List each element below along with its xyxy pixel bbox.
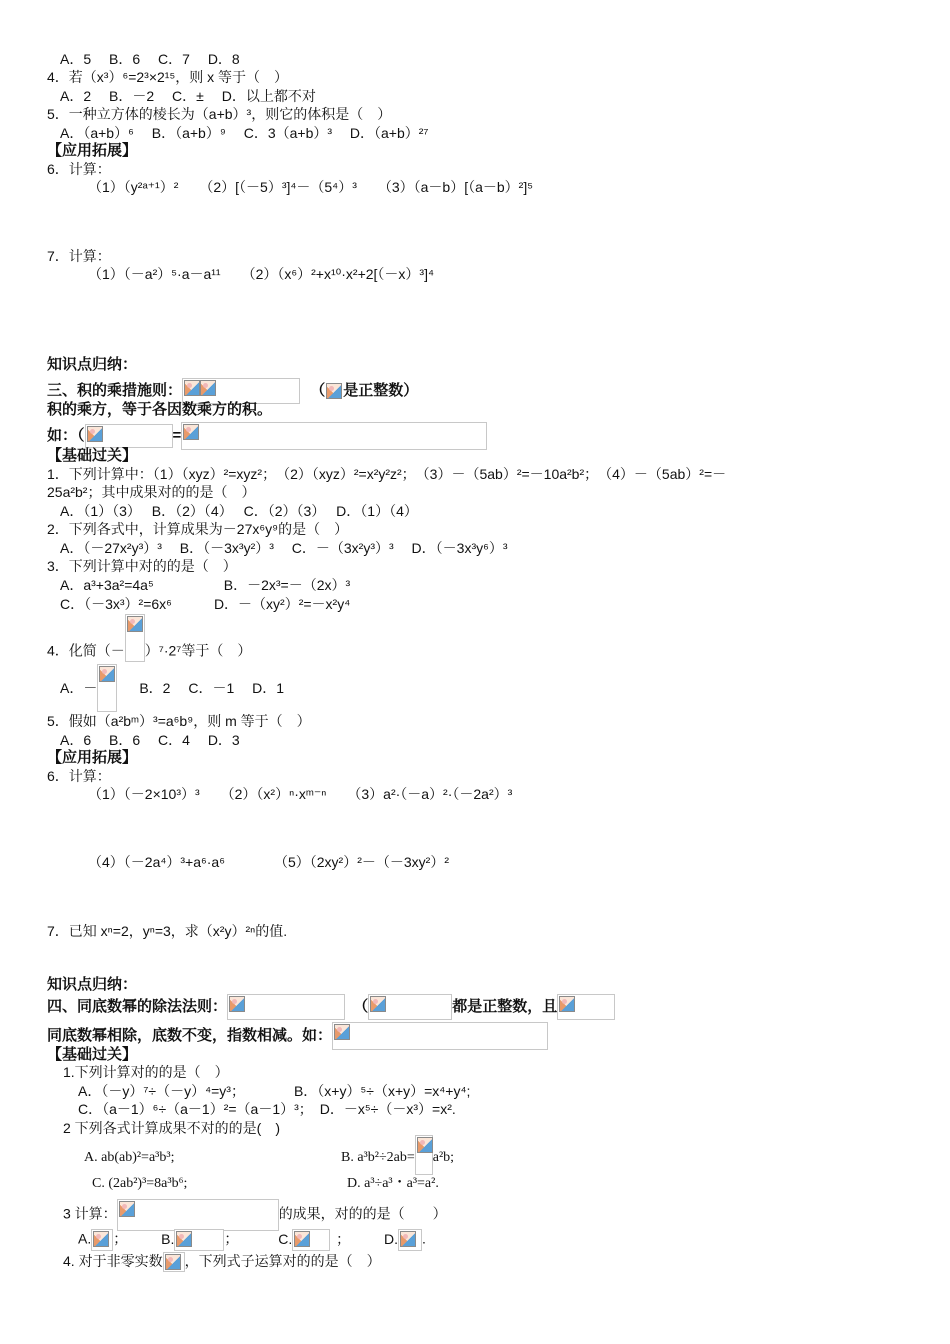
sec3-q4-stem bbox=[47, 628, 251, 676]
q4-options: A．2 B．－2 C．± D．以上都不对 bbox=[60, 88, 316, 104]
sec3-equals: = bbox=[172, 426, 182, 444]
ext1-q7-items: （1）（－a²）⁵·a－a¹¹ （2）（x⁶）²+x¹⁰·x²+2[（－x）³]⁴ bbox=[88, 266, 435, 282]
formula-image-icon bbox=[398, 1229, 422, 1251]
sec4-basic-heading: 【基础过关】 bbox=[47, 1046, 138, 1063]
sec4-q2-b-pre: B. a³b²÷2ab= bbox=[341, 1150, 415, 1166]
fraction-image bbox=[415, 1149, 433, 1167]
sec4-title: 四、同底数幂的除法法则： bbox=[47, 997, 228, 1015]
sec3-q4-opt-a: A．－ bbox=[60, 680, 98, 696]
sec4-q4-post: ，下列式子运算对的的是（ ） bbox=[184, 1253, 381, 1269]
sec3-q2-stem: 2．下列各式中，计算成果为－27x⁶y⁹的是（ ） bbox=[47, 521, 349, 537]
q3-options: A．5 B．6 C．7 D．8 bbox=[60, 51, 240, 67]
sec4-q4-stem bbox=[63, 1252, 381, 1272]
sec4-q3-options bbox=[78, 1229, 426, 1251]
sec3-q1-stem: 1．下列计算中：（1）（xyz）²=xyz²； （2）（xyz）²=x²y²z²； （3）－（5ab）²=－10a²b²； （4）－（5ab）²=－ bbox=[47, 466, 727, 482]
sec4-q2-c: C. (2ab²)³=8a³b⁶; bbox=[92, 1176, 188, 1191]
formula-image-icon bbox=[163, 1252, 185, 1272]
sec3-example-label: 如：（ bbox=[47, 426, 85, 444]
fraction-image bbox=[97, 680, 117, 698]
q4-stem: 4．若（x³）⁶=2³×2¹⁵，则 x 等于（ ） bbox=[47, 69, 289, 85]
sec4-q2-d: D. a³÷a³・a³=a². bbox=[347, 1176, 439, 1191]
sec3-q6-stem: 6．计算： bbox=[47, 768, 111, 784]
sec3-q3-cd: C．（－3x³）²=6x⁶ D．－（xy²）²=－x²y⁴ bbox=[60, 596, 351, 612]
sec3-q4-opt-rest: B．2 C．－1 D．1 bbox=[139, 680, 285, 696]
sec3-summary: 知识点归纳： bbox=[47, 356, 138, 373]
sec3-q1-cont: 25a²b²；其中成果对的的是（ ） bbox=[47, 484, 256, 500]
sec4-q2-a: A. ab(ab)²=a³b³; bbox=[84, 1150, 175, 1165]
sec3-cond-text: 是正整数） bbox=[343, 381, 419, 399]
formula-image-icon bbox=[97, 664, 117, 712]
sec4-q3-post: 的成果，对的的是（ ） bbox=[278, 1205, 447, 1222]
sec3-rule: 积的乘方，等于各因数乘方的积。 bbox=[47, 401, 273, 418]
sec3-q4-pre: 4．化简（－ bbox=[47, 642, 125, 659]
sec4-q2-b bbox=[341, 1149, 454, 1167]
sec3-basic-heading: 【基础过关】 bbox=[47, 447, 138, 464]
ext1-heading: 【应用拓展】 bbox=[47, 142, 138, 159]
sec4-q3-stem bbox=[63, 1199, 447, 1231]
sec3-q5-stem: 5．假如（a²bᵐ）³=a⁶b⁹，则 m 等于（ ） bbox=[47, 713, 311, 729]
sec4-q3-end: . bbox=[422, 1230, 426, 1247]
sec3-q4-options bbox=[60, 679, 284, 698]
ext1-q6-stem: 6．计算： bbox=[47, 161, 111, 177]
formula-image-icon bbox=[325, 382, 343, 400]
sec3-q3-stem: 3．下列计算中对的的是（ ） bbox=[47, 558, 237, 574]
sec4-cond-open: （ bbox=[353, 997, 369, 1015]
formula-image-icon bbox=[332, 1022, 548, 1050]
sec4-q1-ab: A．（－y）⁷÷（－y）⁴=y³； B．（x+y）⁵÷（x+y）=x⁴+y⁴; bbox=[78, 1083, 471, 1099]
formula-image-icon bbox=[368, 994, 452, 1020]
sec3-q6-row2: （4）（－2a⁴）³+a⁶·a⁶ （5）（2xy²）²－（－3xy²）² bbox=[88, 854, 449, 870]
sec3-q5-options: A．6 B．6 C．4 D．3 bbox=[60, 732, 240, 748]
sec4-q2-stem: 2 下列各式计算成果不对的的是( ) bbox=[63, 1120, 280, 1136]
sec3-example-line bbox=[47, 422, 487, 450]
sec4-q1-cd: C．（a－1）⁶÷（a－1）²=（a－1）³； D．－x⁵÷（－x³）=x². bbox=[78, 1101, 456, 1117]
ext1-q7-stem: 7．计算： bbox=[47, 248, 111, 264]
sec4-q3-sep: ； bbox=[224, 1230, 239, 1247]
sec3-q1-options: A．（1）（3） B．（2）（4） C．（2）（3） D．（1）（4） bbox=[60, 503, 418, 519]
sec4-q4-pre: 4. 对于非零实数 bbox=[63, 1253, 163, 1269]
sec3-q7: 7．已知 xⁿ=2，yⁿ=3，求（x²y）²ⁿ的值. bbox=[47, 923, 288, 939]
formula-image-icon bbox=[557, 994, 615, 1020]
formula-image-icon bbox=[85, 424, 173, 448]
formula-image-icon bbox=[174, 1229, 224, 1251]
q5-stem: 5．一种立方体的棱长为（a+b）³，则它的体积是（ ） bbox=[47, 106, 392, 122]
sec4-cond-text: 都是正整数，且 bbox=[452, 997, 558, 1015]
sec4-q3-b: B. bbox=[161, 1230, 175, 1247]
sec4-q3-sep: ； bbox=[336, 1230, 351, 1247]
formula-image-icon bbox=[415, 1135, 433, 1175]
sec3-ext-heading: 【应用拓展】 bbox=[47, 749, 138, 766]
sec4-summary: 知识点归纳： bbox=[47, 976, 138, 993]
sec4-q3-sep: ； bbox=[113, 1230, 128, 1247]
sec4-rule: 同底数幂相除，底数不变，指数相减。如： bbox=[47, 1026, 333, 1044]
sec3-q2-options: A．（－27x²y³）³ B．（－3x³y²）³ C．－（3x²y³）³ D．（－3x³y⁶）³ bbox=[60, 540, 508, 556]
sec4-q3-a: A. bbox=[78, 1230, 92, 1247]
sec3-q4-post: ）⁷·2⁷等于（ ） bbox=[144, 642, 252, 659]
formula-image-icon bbox=[125, 614, 145, 662]
sec4-q3-c: C. bbox=[278, 1230, 293, 1247]
sec4-q3-d: D. bbox=[384, 1230, 399, 1247]
formula-image-icon bbox=[181, 422, 487, 450]
sec4-q2-b-post: a²b; bbox=[432, 1150, 455, 1166]
sec3-title: 三、积的乘措施则： bbox=[47, 381, 183, 399]
formula-image-icon bbox=[292, 1229, 330, 1251]
formula-image-icon bbox=[227, 994, 345, 1020]
formula-image-icon bbox=[117, 1199, 279, 1231]
sec3-cond-open: （ bbox=[310, 381, 326, 399]
formula-image-icon bbox=[91, 1229, 113, 1251]
sec4-q3-pre: 3 计算： bbox=[63, 1205, 117, 1222]
sec3-q6-row1: （1）（－2×10³）³ （2）（x²）ⁿ·xᵐ⁻ⁿ （3）a²·（－a）²·（－2a²）³ bbox=[88, 786, 513, 802]
fraction-image bbox=[125, 628, 145, 676]
ext1-q6-items: （1）（y²ᵃ⁺¹）² （2）[（－5）³]⁴－（5⁴）³ （3）（a－b）[（a－b）²]⁵ bbox=[88, 179, 534, 195]
sec4-q1-stem: 1.下列计算对的的是（ ） bbox=[63, 1064, 229, 1080]
sec3-q3-ab: A．a³+3a²=4a⁵ B．－2x³=－（2x）³ bbox=[60, 577, 351, 593]
sec4-title-line bbox=[47, 994, 615, 1020]
q5-options: A．（a+b）⁶ B．（a+b）⁹ C．3（a+b）³ D．（a+b）²⁷ bbox=[60, 125, 429, 141]
